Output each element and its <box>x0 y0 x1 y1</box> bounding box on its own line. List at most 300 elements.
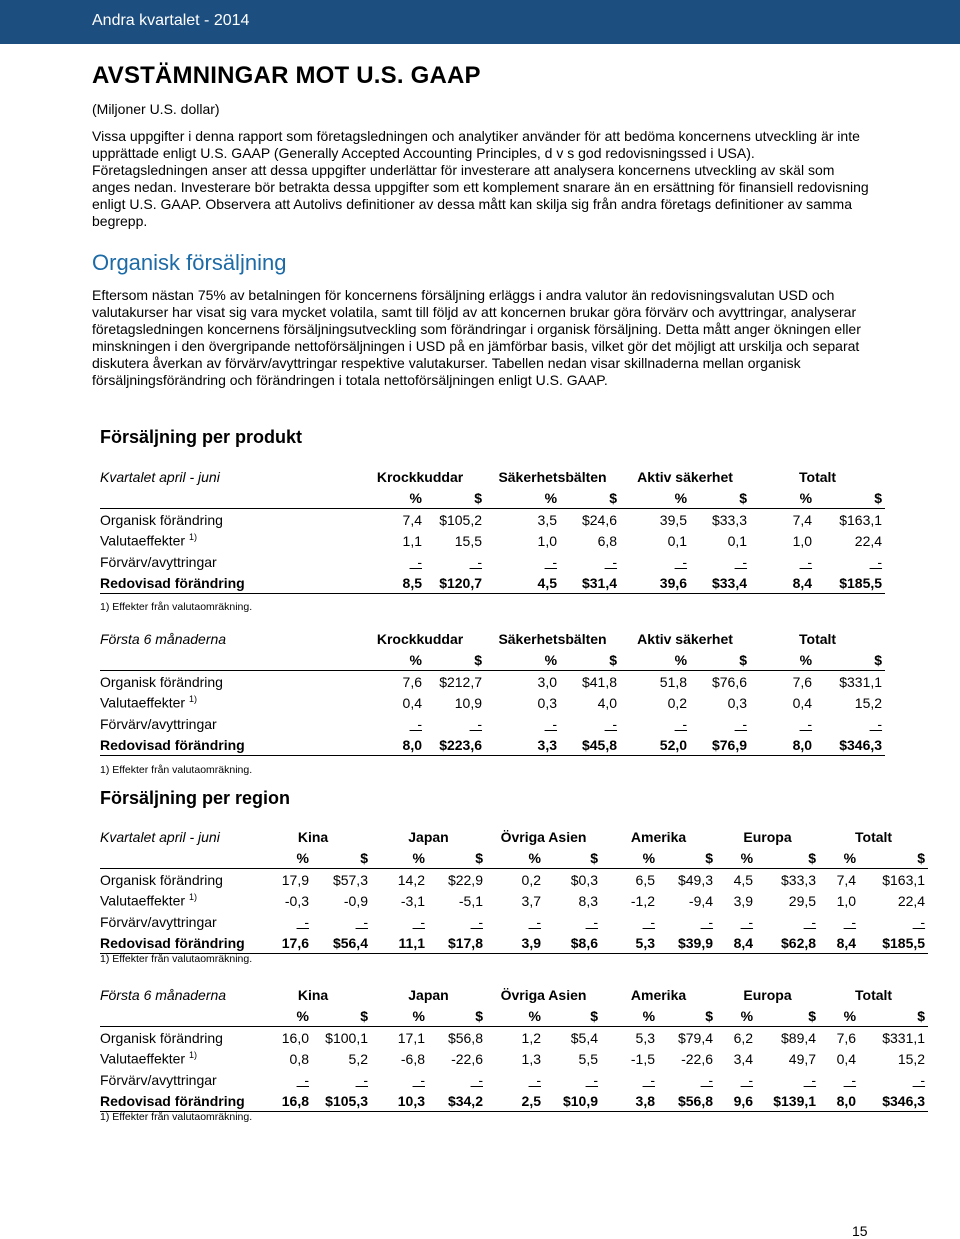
table-cell: - <box>544 715 558 732</box>
row-label-text: Valutaeffekter <box>100 532 186 549</box>
table-cell: 5,5 <box>578 1050 599 1067</box>
table-cell: 17,1 <box>371 1027 428 1049</box>
table-cell: - <box>734 715 748 732</box>
table-cell: 39,5 <box>620 509 690 531</box>
table-cell: - <box>843 913 857 930</box>
table-cell: $223,6 <box>425 734 485 756</box>
row-label <box>100 692 355 713</box>
footnote-ref: 1) <box>188 694 197 705</box>
table-cell: 3,9 <box>733 892 754 909</box>
product-table-title: Försäljning per produkt <box>100 427 303 447</box>
row-label <box>100 671 355 693</box>
footnote-ref: 1) <box>188 892 197 903</box>
table-cell: - <box>912 913 926 930</box>
table-cell: $185,5 <box>815 572 885 594</box>
table-cell: -22,6 <box>681 1050 714 1067</box>
table-cell: 8,4 <box>750 572 815 594</box>
unit-header: $ <box>475 849 483 866</box>
table-cell: 15,2 <box>854 694 883 711</box>
table-cell: 14,2 <box>371 869 428 891</box>
region-table-title: Försäljning per region <box>100 788 291 808</box>
subtitle: (Miljoner U.S. dollar) <box>92 101 220 117</box>
table-cell: $56,8 <box>658 1090 716 1112</box>
table-row <box>100 692 885 713</box>
row-label-text: Förvärv/avyttringar <box>100 715 217 732</box>
unit-header: % <box>544 651 558 668</box>
table-cell: 8,5 <box>355 572 425 594</box>
region-quarter-table <box>100 826 928 954</box>
table-cell: 7,6 <box>355 671 425 693</box>
unit-header: % <box>642 1007 656 1024</box>
table-cell: 8,4 <box>716 932 756 954</box>
row-label <box>100 890 255 911</box>
table-cell: $24,6 <box>560 509 620 531</box>
table-cell: $45,8 <box>560 734 620 756</box>
unit-header: % <box>674 489 688 506</box>
table-cell: 3,7 <box>521 892 541 909</box>
table-cell: 7,4 <box>819 869 859 891</box>
table-cell: 15,2 <box>897 1050 926 1067</box>
row-label <box>100 530 355 551</box>
product-halfyear-table <box>100 628 885 756</box>
unit-header: % <box>674 651 688 668</box>
table-cell: - <box>843 1071 857 1088</box>
table-cell: 0,2 <box>667 694 688 711</box>
unit-header: $ <box>739 651 748 668</box>
column-group-header: Totalt <box>799 630 837 647</box>
row-label-text: Organisk förändring <box>100 511 223 528</box>
unit-header: % <box>843 1007 857 1024</box>
unit-header: $ <box>590 849 599 866</box>
table-cell: 1,1 <box>402 532 422 549</box>
column-group-header: Säkerhetsbälten <box>498 630 607 647</box>
table-cell: 5,2 <box>348 1050 368 1067</box>
column-group-header: Kina <box>297 828 329 845</box>
unit-header: $ <box>917 849 926 866</box>
column-group-header: Totalt <box>855 828 893 845</box>
column-group-header: Övriga Asien <box>500 986 587 1003</box>
table-cell: 1,0 <box>537 532 558 549</box>
table-cell: 8,4 <box>819 932 859 954</box>
column-group-header: Totalt <box>799 468 837 485</box>
table-cell: 9,6 <box>716 1090 756 1112</box>
row-label-text: Redovisad förändring <box>100 934 245 951</box>
unit-header: % <box>528 849 541 866</box>
table-cell: 51,8 <box>620 671 690 693</box>
units-spacer <box>100 1005 255 1027</box>
table-cell: - <box>642 913 656 930</box>
column-group-header: Europa <box>743 986 792 1003</box>
table-cell: 7,6 <box>819 1027 859 1049</box>
table-cell: - <box>799 715 813 732</box>
row-label-text: Valutaeffekter <box>100 694 186 711</box>
table-cell: -0,3 <box>284 892 309 909</box>
unit-header: $ <box>474 651 483 668</box>
table-cell: 0,2 <box>486 869 544 891</box>
unit-header: $ <box>739 489 748 506</box>
table-cell: - <box>469 715 483 732</box>
unit-header: $ <box>475 1007 483 1024</box>
table-header-row <box>100 466 885 487</box>
unit-header: $ <box>609 489 618 506</box>
row-label <box>100 734 355 756</box>
table-cell: $41,8 <box>560 671 620 693</box>
row-label <box>100 1048 255 1069</box>
product-quarter-footnote: 1) Effekter från valutaomräkning. <box>100 601 253 613</box>
table-cell: - <box>296 1071 309 1088</box>
row-label <box>100 713 355 734</box>
row-label <box>100 572 355 594</box>
table-cell: 16,8 <box>255 1090 312 1112</box>
table-cell: $89,4 <box>756 1027 819 1049</box>
row-label-text: Redovisad förändring <box>100 1092 245 1109</box>
table-cell: $76,9 <box>690 734 750 756</box>
table-cell: 8,0 <box>750 734 815 756</box>
unit-header: % <box>799 489 813 506</box>
column-group-header: Totalt <box>855 986 893 1003</box>
table-cell: $346,3 <box>815 734 885 756</box>
table-period-label: Kvartalet april - juni <box>100 468 220 485</box>
table-cell: 49,7 <box>788 1050 817 1067</box>
table-cell: $105,2 <box>425 509 485 531</box>
table-period-label: Första 6 månaderna <box>100 986 227 1003</box>
region-halfyear-table <box>100 984 928 1112</box>
unit-header: % <box>409 489 422 506</box>
row-label <box>100 509 355 531</box>
table-cell: - <box>740 1071 754 1088</box>
table-cell: $57,3 <box>312 869 371 891</box>
unit-header: $ <box>705 1007 714 1024</box>
row-label-text: Organisk förändring <box>100 673 223 690</box>
table-cell: - <box>734 553 748 570</box>
table-cell: $212,7 <box>425 671 485 693</box>
table-cell: $49,3 <box>658 869 716 891</box>
table-cell: - <box>869 715 883 732</box>
column-group-header: Säkerhetsbälten <box>498 468 607 485</box>
unit-header: % <box>544 489 558 506</box>
table-row <box>100 890 928 911</box>
page-number: 15 <box>852 1223 868 1239</box>
table-cell: - <box>869 553 883 570</box>
column-group-header: Övriga Asien <box>500 828 587 845</box>
table-cell: 10,9 <box>454 694 483 711</box>
table-cell: $79,4 <box>658 1027 716 1049</box>
table-row <box>100 1048 928 1069</box>
unit-header: $ <box>917 1007 926 1024</box>
table-row <box>100 671 885 693</box>
table-cell: 0,8 <box>289 1050 309 1067</box>
table-cell: 8,0 <box>355 734 425 756</box>
table-cell: $120,7 <box>425 572 485 594</box>
unit-header: $ <box>609 651 618 668</box>
footnote-ref: 1) <box>188 1050 197 1061</box>
table-period-label: Kvartalet april - juni <box>100 828 220 845</box>
table-cell: 5,3 <box>601 932 658 954</box>
table-cell: 1,3 <box>521 1050 541 1067</box>
unit-header: % <box>799 651 813 668</box>
table-row <box>100 713 885 734</box>
table-cell: $185,5 <box>859 932 928 954</box>
table-cell: $76,6 <box>690 671 750 693</box>
table-cell: $31,4 <box>560 572 620 594</box>
table-cell: -1,5 <box>630 1050 656 1067</box>
column-group-header: Krockkuddar <box>376 468 464 485</box>
row-label-text: Valutaeffekter <box>100 1050 186 1067</box>
unit-header: $ <box>705 849 714 866</box>
table-cell: - <box>674 715 688 732</box>
table-cell: -0,9 <box>343 892 368 909</box>
unit-header: % <box>740 849 754 866</box>
table-cell: - <box>355 913 368 930</box>
product-quarter-table <box>100 466 885 594</box>
table-cell: - <box>803 1071 817 1088</box>
header-text: Andra kvartalet - 2014 <box>92 12 250 29</box>
table-cell: - <box>642 1071 656 1088</box>
column-group-header: Aktiv säkerhet <box>637 468 733 485</box>
table-cell: 7,6 <box>750 671 815 693</box>
column-group-header: Amerika <box>630 986 687 1003</box>
table-cell: $33,3 <box>756 869 819 891</box>
table-cell: $346,3 <box>859 1090 928 1112</box>
table-cell: - <box>409 553 422 570</box>
row-label-text: Organisk förändring <box>100 871 223 888</box>
column-group-header: Amerika <box>630 828 687 845</box>
column-group-header: Europa <box>743 828 792 845</box>
table-cell: 3,5 <box>485 509 560 531</box>
table-cell: 22,4 <box>897 892 926 909</box>
row-label-text: Redovisad förändring <box>100 736 245 753</box>
table-cell: - <box>604 715 618 732</box>
unit-header: % <box>642 849 656 866</box>
table-row <box>100 1027 928 1049</box>
row-label <box>100 1090 255 1112</box>
row-label <box>100 1069 255 1090</box>
table-cell: 17,9 <box>255 869 312 891</box>
table-cell: 8,0 <box>819 1090 859 1112</box>
footnote-ref: 1) <box>188 532 197 543</box>
table-cell: - <box>585 913 599 930</box>
table-cell: 0,1 <box>727 532 748 549</box>
unit-header: $ <box>360 849 368 866</box>
table-cell: $0,3 <box>544 869 601 891</box>
table-header-row <box>100 628 885 649</box>
table-cell: -6,8 <box>400 1050 425 1067</box>
table-cell: 15,5 <box>454 532 483 549</box>
section-title: Organisk försäljning <box>92 250 287 275</box>
table-cell: - <box>470 1071 483 1088</box>
table-cell: $17,8 <box>428 932 486 954</box>
table-cell: $139,1 <box>756 1090 819 1112</box>
table-cell: 29,5 <box>788 892 817 909</box>
table-row <box>100 1069 928 1090</box>
unit-header: % <box>412 849 425 866</box>
unit-header: $ <box>874 651 883 668</box>
table-cell: - <box>470 913 483 930</box>
table-cell: 5,3 <box>601 1027 658 1049</box>
product-halfyear-footnote: 1) Effekter från valutaomräkning. <box>100 764 253 776</box>
table-row <box>100 734 885 756</box>
region-quarter-footnote: 1) Effekter från valutaomräkning. <box>100 953 253 965</box>
table-cell: 4,5 <box>485 572 560 594</box>
column-group-header: Japan <box>408 986 449 1003</box>
table-cell: 3,0 <box>485 671 560 693</box>
table-cell: 8,3 <box>578 892 599 909</box>
row-label <box>100 551 355 572</box>
table-cell: $163,1 <box>859 869 928 891</box>
row-label-text: Valutaeffekter <box>100 892 186 909</box>
table-row <box>100 932 928 954</box>
table-cell: 16,0 <box>255 1027 312 1049</box>
table-cell: 4,5 <box>716 869 756 891</box>
table-cell: - <box>412 1071 425 1088</box>
header-bar <box>0 0 960 44</box>
table-cell: 3,9 <box>486 932 544 954</box>
units-spacer <box>100 487 355 509</box>
table-cell: 0,4 <box>792 694 813 711</box>
table-row <box>100 572 885 594</box>
unit-header: $ <box>474 489 483 506</box>
table-cell: $10,9 <box>544 1090 601 1112</box>
table-units-row <box>100 1005 928 1027</box>
row-label <box>100 869 255 891</box>
table-cell: - <box>355 1071 368 1088</box>
table-cell: 3,8 <box>601 1090 658 1112</box>
row-label-text: Förvärv/avyttringar <box>100 553 217 570</box>
table-cell: 6,8 <box>597 532 618 549</box>
table-cell: 3,4 <box>733 1050 754 1067</box>
intro-paragraph: Vissa uppgifter i denna rapport som företagsledningen och analytiker använder för att bedöma koncernens utveckling är inte upprättade enligt U.S. GAAP (Generally Accepted Accounting Principles, d v s god redovisningssed i USA). Företagsledningen anser att dessa uppgifter underlättar för investerare att analysera koncernens utveckling av skäl som anges nedan. Investerare bör betrakta dessa uppgifter som ett komplement snarare än en ersättning för finansiell redovisning enligt U.S. GAAP. Observera att Autolivs definitioner av dessa mått kan skilja sig från andra företags definitioner av samma begrepp. <box>92 128 869 229</box>
column-group-header: Japan <box>408 828 449 845</box>
table-cell: 6,2 <box>716 1027 756 1049</box>
table-cell: 4,0 <box>597 694 618 711</box>
table-cell: - <box>740 913 754 930</box>
table-cell: - <box>469 553 483 570</box>
unit-header: $ <box>360 1007 368 1024</box>
table-cell: 10,3 <box>371 1090 428 1112</box>
table-cell: $8,6 <box>544 932 601 954</box>
table-cell: 7,4 <box>355 509 425 531</box>
table-cell: 1,0 <box>792 532 813 549</box>
table-cell: -9,4 <box>688 892 714 909</box>
units-spacer <box>100 847 255 869</box>
table-cell: - <box>544 553 558 570</box>
table-cell: - <box>585 1071 599 1088</box>
table-cell: 1,0 <box>836 892 857 909</box>
table-cell: -5,1 <box>458 892 483 909</box>
table-header-row <box>100 826 928 847</box>
table-cell: 0,3 <box>537 694 558 711</box>
table-cell: 3,3 <box>485 734 560 756</box>
table-cell: 22,4 <box>854 532 883 549</box>
table-cell: - <box>803 913 817 930</box>
table-cell: - <box>604 553 618 570</box>
table-cell: 7,4 <box>750 509 815 531</box>
table-cell: $5,4 <box>544 1027 601 1049</box>
row-label <box>100 1027 255 1049</box>
table-cell: $331,1 <box>815 671 885 693</box>
row-label-text: Förvärv/avyttringar <box>100 913 217 930</box>
unit-header: % <box>843 849 857 866</box>
table-row <box>100 1090 928 1112</box>
units-spacer <box>100 649 355 671</box>
row-label <box>100 911 255 932</box>
table-cell: -3,1 <box>400 892 425 909</box>
table-header-row <box>100 984 928 1005</box>
unit-header: $ <box>590 1007 599 1024</box>
unit-header: % <box>528 1007 541 1024</box>
section-paragraph: Eftersom nästan 75% av betalningen för koncernens försäljning erläggs i andra valutor än redovisningsvalutan USD och valutakurser har visat sig vara mycket volatila, samt till följd av att koncernen brukar göra förvärv och avyttringar, analyserar företagsledningen koncernens försäljningsutveckling som förändringar i organisk försäljning. Detta mått anger ökningen eller minskningen i den övergripande nettoförsäljningen i USD på en jämförbar basis, vilket gör det möjligt att urskilja och separat diskutera åverkan av förvärv/avyttringar respektive valutakurser. Tabellen nedan visar skillnaderna mellan organisk försäljningsförändring och förändringen i totala nettoförsäljningen enligt U.S. GAAP. <box>92 287 861 388</box>
table-cell: 6,5 <box>601 869 658 891</box>
table-cell: 0,4 <box>836 1050 857 1067</box>
column-group-header: Kina <box>297 986 329 1003</box>
unit-header: $ <box>808 1007 817 1024</box>
table-cell: 0,3 <box>727 694 748 711</box>
row-label-text: Organisk förändring <box>100 1029 223 1046</box>
table-cell: - <box>912 1071 926 1088</box>
row-label-text: Redovisad förändring <box>100 574 245 591</box>
column-group-header: Krockkuddar <box>376 630 464 647</box>
table-cell: $39,9 <box>658 932 716 954</box>
table-row <box>100 551 885 572</box>
table-cell: 39,6 <box>620 572 690 594</box>
unit-header: % <box>296 1007 309 1024</box>
unit-header: $ <box>808 849 817 866</box>
table-units-row <box>100 487 885 509</box>
unit-header: $ <box>874 489 883 506</box>
table-cell: $331,1 <box>859 1027 928 1049</box>
table-cell: -1,2 <box>630 892 656 909</box>
table-cell: $100,1 <box>312 1027 371 1049</box>
unit-header: % <box>409 651 422 668</box>
table-cell: - <box>409 715 422 732</box>
table-units-row <box>100 649 885 671</box>
table-cell: $33,4 <box>690 572 750 594</box>
table-cell: - <box>700 1071 714 1088</box>
table-cell: $105,3 <box>312 1090 371 1112</box>
table-cell: $163,1 <box>815 509 885 531</box>
table-cell: 2,5 <box>486 1090 544 1112</box>
table-cell: - <box>700 913 714 930</box>
region-halfyear-footnote: 1) Effekter från valutaomräkning. <box>100 1111 253 1123</box>
table-cell: $34,2 <box>428 1090 486 1112</box>
table-row <box>100 911 928 932</box>
table-cell: $56,4 <box>312 932 371 954</box>
table-period-label: Första 6 månaderna <box>100 630 227 647</box>
table-row <box>100 869 928 891</box>
table-row <box>100 530 885 551</box>
table-cell: - <box>412 913 425 930</box>
table-cell: - <box>528 913 541 930</box>
row-label <box>100 932 255 954</box>
table-cell: 11,1 <box>371 932 428 954</box>
unit-header: % <box>296 849 309 866</box>
table-cell: 52,0 <box>620 734 690 756</box>
table-cell: 17,6 <box>255 932 312 954</box>
unit-header: % <box>740 1007 754 1024</box>
unit-header: % <box>412 1007 425 1024</box>
table-cell: 0,4 <box>402 694 422 711</box>
column-group-header: Aktiv säkerhet <box>637 630 733 647</box>
table-cell: $22,9 <box>428 869 486 891</box>
table-cell: 1,2 <box>486 1027 544 1049</box>
table-cell: - <box>528 1071 541 1088</box>
table-cell: - <box>799 553 813 570</box>
page-title: AVSTÄMNINGAR MOT U.S. GAAP <box>92 62 481 89</box>
row-label-text: Förvärv/avyttringar <box>100 1071 217 1088</box>
table-cell: $56,8 <box>428 1027 486 1049</box>
table-units-row <box>100 847 928 869</box>
table-cell: -22,6 <box>451 1050 483 1067</box>
